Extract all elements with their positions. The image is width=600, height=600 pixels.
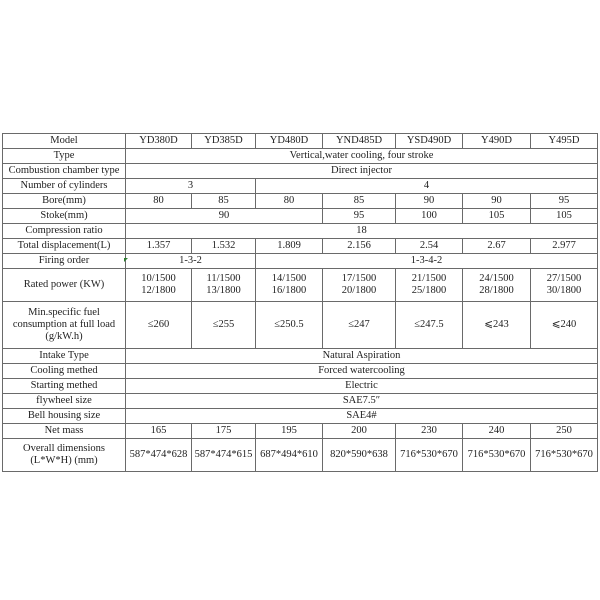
- power-1500: 10/1500: [141, 272, 176, 284]
- row-cooling: [3, 364, 598, 379]
- row-label: Compression ratio: [3, 224, 126, 239]
- model-header: YD385D: [192, 134, 256, 149]
- cell-value: 1-3-4-2: [256, 254, 598, 269]
- row-combustion: [3, 164, 598, 179]
- cell-value: [192, 269, 256, 302]
- cell-value: 2.67: [463, 239, 531, 254]
- cell-value: 1.532: [192, 239, 256, 254]
- cell-value: 230: [396, 424, 463, 439]
- cell-value: 587*474*628: [126, 439, 192, 472]
- power-1500: 27/1500: [546, 272, 582, 284]
- row-type: [3, 149, 598, 164]
- power-1500: 21/1500: [411, 272, 447, 284]
- power-1500: 17/1500: [341, 272, 377, 284]
- cell-value: [126, 269, 192, 302]
- row-label: Bore(mm): [3, 194, 126, 209]
- cell-value: 1-3-2: [126, 254, 256, 269]
- cell-value: 90: [126, 209, 323, 224]
- cell-value: [531, 269, 598, 302]
- cell-value: 587*474*615: [192, 439, 256, 472]
- cell-value: ⩽240: [531, 302, 598, 349]
- row-fuel-consumption: [3, 302, 598, 349]
- cell-value: 165: [126, 424, 192, 439]
- row-label: Stoke(mm): [3, 209, 126, 224]
- row-label: Number of cylinders: [3, 179, 126, 194]
- cell-value: 105: [463, 209, 531, 224]
- header-row: [3, 134, 598, 149]
- cell-value: 90: [396, 194, 463, 209]
- row-stroke: [3, 209, 598, 224]
- model-header: YD380D: [126, 134, 192, 149]
- row-bell-housing: [3, 409, 598, 424]
- power-1800: 25/1800: [411, 285, 447, 296]
- cell-value: 1.357: [126, 239, 192, 254]
- label-line: (g/kW.h): [45, 331, 83, 343]
- label-line: Overall dimensions: [23, 442, 105, 454]
- cell-value: 687*494*610: [256, 439, 323, 472]
- cell-value: [463, 269, 531, 302]
- row-label: Cooling methed: [3, 364, 126, 379]
- row-label: Total displacement(L): [3, 239, 126, 254]
- row-net-mass: [3, 424, 598, 439]
- cell-value: 85: [192, 194, 256, 209]
- cell-value: Natural Aspiration: [126, 349, 598, 364]
- cell-value: ≤247.5: [396, 302, 463, 349]
- row-dimensions: [3, 439, 598, 472]
- row-cylinders: [3, 179, 598, 194]
- power-1500: 11/1500: [206, 272, 241, 284]
- cell-value: Electric: [126, 379, 598, 394]
- cell-value: 95: [531, 194, 598, 209]
- model-header: YND485D: [323, 134, 396, 149]
- row-label: Intake Type: [3, 349, 126, 364]
- cell-value: 95: [323, 209, 396, 224]
- row-label: [3, 439, 126, 472]
- row-intake: [3, 349, 598, 364]
- cell-value: 175: [192, 424, 256, 439]
- cell-value: 716*530*670: [396, 439, 463, 472]
- row-label: flywheel size: [3, 394, 126, 409]
- row-flywheel: [3, 394, 598, 409]
- cell-value: [396, 269, 463, 302]
- header-label: Model: [3, 134, 126, 149]
- cell-value: 85: [323, 194, 396, 209]
- cell-value: 716*530*670: [531, 439, 598, 472]
- row-label: Firing order: [3, 254, 126, 269]
- row-displacement: [3, 239, 598, 254]
- cell-value: Direct injector: [126, 164, 598, 179]
- cell-value: 105: [531, 209, 598, 224]
- cell-value: 4: [256, 179, 598, 194]
- cell-value: Vertical,water cooling, four stroke: [126, 149, 598, 164]
- power-1800: 20/1800: [341, 285, 377, 296]
- cell-value: 18: [126, 224, 598, 239]
- power-1500: 24/1500: [479, 272, 514, 284]
- model-header: Y495D: [531, 134, 598, 149]
- cell-value: 90: [463, 194, 531, 209]
- cell-value: 2.977: [531, 239, 598, 254]
- row-label: Combustion chamber type: [3, 164, 126, 179]
- power-1800: 16/1800: [271, 285, 307, 296]
- power-1500: 14/1500: [271, 272, 307, 284]
- cell-value: 100: [396, 209, 463, 224]
- row-label: Rated power (KW): [3, 269, 126, 302]
- cell-value: Forced watercooling: [126, 364, 598, 379]
- cell-value: ⩽243: [463, 302, 531, 349]
- cell-value: [256, 269, 323, 302]
- cell-value: ≤247: [323, 302, 396, 349]
- row-rated-power: [3, 269, 598, 302]
- cell-value: 2.156: [323, 239, 396, 254]
- label-line: Min.specific fuel: [28, 306, 100, 318]
- power-1800: 12/1800: [141, 285, 176, 296]
- power-1800: 13/1800: [206, 285, 241, 296]
- row-firing-order: [3, 254, 598, 269]
- cell-value: 80: [256, 194, 323, 209]
- model-header: YD480D: [256, 134, 323, 149]
- cell-value: ≤250.5: [256, 302, 323, 349]
- cell-value: 820*590*638: [323, 439, 396, 472]
- row-compression: [3, 224, 598, 239]
- row-bore: [3, 194, 598, 209]
- row-label: Bell housing size: [3, 409, 126, 424]
- cell-value: 2.54: [396, 239, 463, 254]
- cell-value: 200: [323, 424, 396, 439]
- cell-value: 80: [126, 194, 192, 209]
- cell-comment-marker: [124, 258, 128, 262]
- power-1800: 28/1800: [479, 285, 514, 296]
- label-line: (L*W*H) (mm): [30, 455, 98, 466]
- cell-value: SAE4#: [126, 409, 598, 424]
- power-1800: 30/1800: [546, 285, 582, 296]
- cell-value: ≤260: [126, 302, 192, 349]
- cell-value: [323, 269, 396, 302]
- engine-spec-table: [2, 133, 598, 472]
- cell-value: 716*530*670: [463, 439, 531, 472]
- model-header: YSD490D: [396, 134, 463, 149]
- cell-value: 195: [256, 424, 323, 439]
- model-header: Y490D: [463, 134, 531, 149]
- cell-value: 3: [126, 179, 256, 194]
- label-line: consumption at full load: [12, 318, 116, 330]
- row-label: Type: [3, 149, 126, 164]
- row-label: Net mass: [3, 424, 126, 439]
- cell-value: 250: [531, 424, 598, 439]
- cell-value: 1.809: [256, 239, 323, 254]
- row-label: [3, 302, 126, 349]
- cell-value: 240: [463, 424, 531, 439]
- row-label: Starting methed: [3, 379, 126, 394]
- row-starting: [3, 379, 598, 394]
- cell-value: ≤255: [192, 302, 256, 349]
- cell-value: SAE7.5″: [126, 394, 598, 409]
